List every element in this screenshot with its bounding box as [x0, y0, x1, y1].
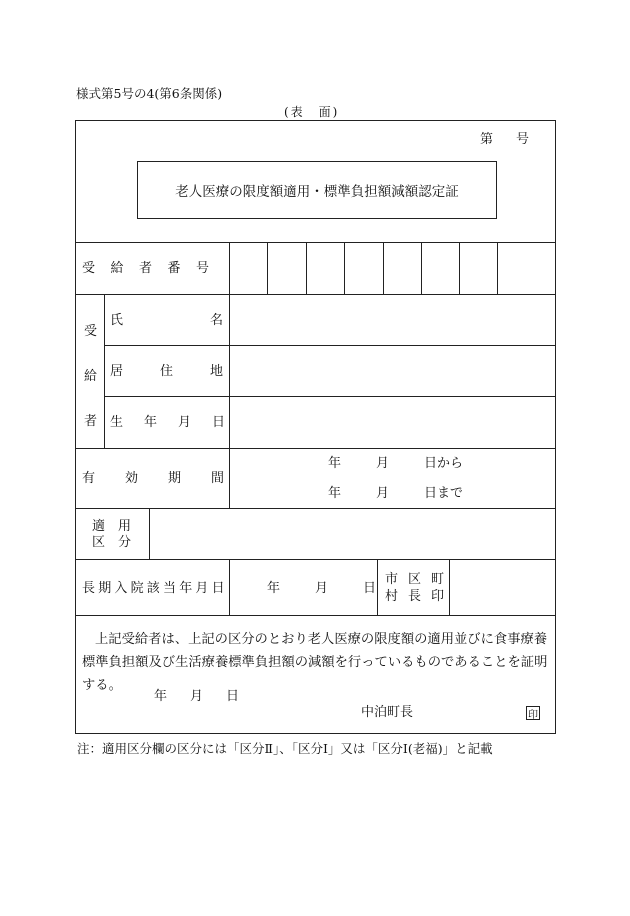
- validity-label-text: 有効期間: [82, 471, 255, 486]
- divider: [104, 345, 556, 346]
- seal-divider: [449, 559, 450, 615]
- long-term-month: 月: [315, 581, 329, 596]
- name-label: [110, 313, 311, 328]
- number-cell-divider: [421, 242, 422, 294]
- number-cell-divider: [306, 242, 307, 294]
- long-term-label: [82, 581, 228, 596]
- validity-label: [82, 471, 255, 486]
- validity-from-day: 日から: [424, 456, 464, 471]
- recipient-group-divider: [104, 294, 105, 448]
- name-label-text: 氏名: [110, 313, 311, 328]
- validity-to-day: 日まで: [424, 486, 464, 501]
- seal-stamp: 印: [526, 706, 540, 720]
- mayor-seal-line1: 市区町: [385, 572, 455, 587]
- divider: [75, 242, 556, 243]
- birthdate-label-text: 生年月日: [110, 415, 247, 430]
- number-cell-divider: [459, 242, 460, 294]
- number-cell-divider: [497, 242, 498, 294]
- issue-year: 年: [154, 689, 168, 704]
- divider: [75, 508, 556, 509]
- recipient-number-label-text: 受給者番号: [82, 261, 225, 276]
- validity-from-month: 月: [376, 456, 390, 471]
- recipient-group-char: 者: [84, 414, 98, 429]
- divider: [104, 396, 556, 397]
- serial-suffix: 号: [516, 132, 530, 147]
- address-label-text: 居住地: [110, 364, 261, 379]
- issue-month: 月: [190, 689, 204, 704]
- certificate-title: 老人医療の限度額適用・標準負担額減額認定証: [137, 161, 497, 219]
- category-divider: [149, 508, 150, 559]
- category-label-line1: 適 用: [92, 519, 132, 534]
- recipient-number-label: [82, 262, 224, 275]
- validity-from-year: 年: [328, 456, 342, 471]
- form-number: 様式第5号の4(第6条関係): [76, 86, 223, 101]
- divider: [75, 615, 556, 616]
- side-label: (表 面): [284, 105, 340, 119]
- recipient-group-char: 受: [84, 324, 98, 339]
- mayor-seal-line2: 村長印: [385, 589, 455, 604]
- footnote: 注：適用区分欄の区分には「区分Ⅱ」、「区分Ⅰ」又は「区分Ⅰ(老福)」と記載: [77, 741, 493, 756]
- validity-to-year: 年: [328, 486, 342, 501]
- issue-day: 日: [226, 689, 240, 704]
- issuer-name: 中泊町長: [361, 705, 414, 720]
- seal-divider: [377, 559, 378, 615]
- birthdate-label: [110, 415, 247, 430]
- divider: [75, 448, 556, 449]
- number-cell-divider: [267, 242, 268, 294]
- certification-text: 上記受給者は、上記の区分のとおり老人医療の限度額の適用並びに食事療養標準負担額及び生活療養標準負担額の減額を行っているものであることを証明する。: [82, 632, 548, 693]
- label-column-divider: [229, 559, 230, 615]
- validity-to-month: 月: [376, 486, 390, 501]
- number-cell-divider: [383, 242, 384, 294]
- long-term-day: 日: [363, 581, 377, 596]
- long-term-label-text: 長期入院該当年月日: [82, 581, 228, 596]
- long-term-year: 年: [267, 581, 281, 596]
- address-label: [110, 364, 261, 379]
- number-cell-divider: [344, 242, 345, 294]
- divider: [75, 294, 556, 295]
- divider: [75, 559, 556, 560]
- serial-prefix: 第: [480, 132, 494, 147]
- recipient-group-char: 給: [84, 369, 98, 384]
- category-label-line2: 区 分: [92, 535, 132, 550]
